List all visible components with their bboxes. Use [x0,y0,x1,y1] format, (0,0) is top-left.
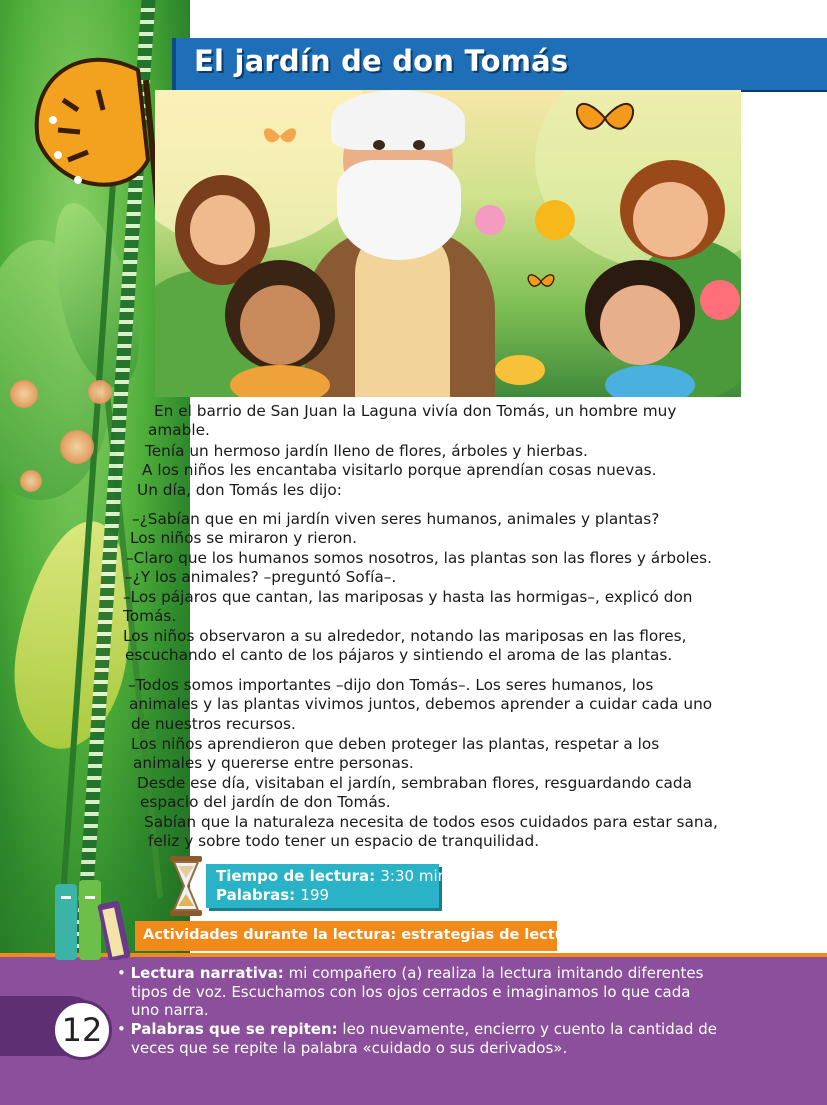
story-line: Los niños se miraron y rieron. [130,529,357,547]
story-line: amable. [148,421,210,439]
story-line: Tomás. [123,607,177,625]
story-line: Desde ese día, visitaban el jardín, sembraban flores, resguardando cada [137,774,692,792]
reading-time-label: Tiempo de lectura: [216,867,376,885]
story-line: Un día, don Tomás les dijo: [137,481,342,499]
reading-time-value: 3:30 min [380,867,448,885]
word-count [216,886,329,904]
story-line: En el barrio de San Juan la Laguna vivía don Tomás, un hombre muy [154,402,677,420]
activities-title-bar [135,921,582,951]
bullet-text: leo nuevamente, encierro y cuento la cantidad de [342,1020,717,1038]
story-line: –Los pájaros que cantan, las mariposas y hasta las hormigas–, explicó don [123,588,693,606]
story-illustration [155,90,741,397]
page-number: 12 [52,1000,112,1060]
title-banner [172,38,827,90]
bullet-text: mi compañero (a) realiza la lectura imitando diferentes [288,964,704,982]
bullet-label: Palabras que se repiten: [130,1020,338,1038]
story-line: feliz y sobre todo tener un espacio de tranquilidad. [148,832,540,850]
story-line: –Todos somos importantes –dijo don Tomás–. Los seres humanos, los [128,676,654,694]
story-line: espacio del jardín de don Tomás. [140,793,391,811]
story-line: escuchando el canto de los pájaros y sintiendo el aroma de las plantas. [125,646,673,664]
hourglass-icon [168,856,204,916]
activities-title: Actividades durante la lectura: estrategias de lectura [143,927,582,943]
books-icon [55,880,145,960]
bullet-dot: • [117,964,131,982]
story-line: Los niños observaron a su alrededor, notando las mariposas en las flores, [123,627,687,645]
story-line: animales y las plantas vivimos juntos, debemos aprender a cuidar cada uno [129,695,713,713]
page-title: El jardín de don Tomás [194,44,569,78]
bullet-dot: • [117,1020,131,1038]
story-line: Sabían que la naturaleza necesita de todos esos cuidados para estar sana, [144,813,718,831]
story-line: A los niños les encantaba visitarlo porque aprendían cosas nuevas. [142,461,657,479]
story-line: animales y quererse entre personas. [133,754,414,772]
word-count-label: Palabras: [216,886,296,904]
word-count-value: 199 [300,886,330,904]
butterfly-icon [18,40,178,220]
bullet-text: tipos de voz. Escuchamos con los ojos cerrados e imaginamos lo que cada [131,983,691,1001]
butterfly-icon [525,268,557,294]
reading-time [216,867,447,885]
story-line: –Claro que los humanos somos nosotros, las plantas son las flores y árboles. [126,549,712,567]
story-line: –¿Sabían que en mi jardín viven seres humanos, animales y plantas? [132,510,660,528]
story-line: de nuestros recursos. [131,715,296,733]
story-line: –¿Y los animales? –preguntó Sofía–. [125,568,397,586]
story-line: Los niños aprendieron que deben proteger las plantas, respetar a los [131,735,660,753]
bullet-text: uno narra. [131,1001,209,1019]
activity-bullet [117,964,703,983]
activity-bullet [117,1020,717,1039]
bullet-label: Lectura narrativa: [130,964,284,982]
reading-stats [206,864,448,908]
butterfly-icon [260,120,300,152]
bullet-text: veces que se repite la palabra «cuidado o sus derivados». [131,1039,568,1057]
butterfly-icon [570,90,640,145]
story-line: Tenía un hermoso jardín lleno de flores, árboles y hierbas. [145,442,588,460]
